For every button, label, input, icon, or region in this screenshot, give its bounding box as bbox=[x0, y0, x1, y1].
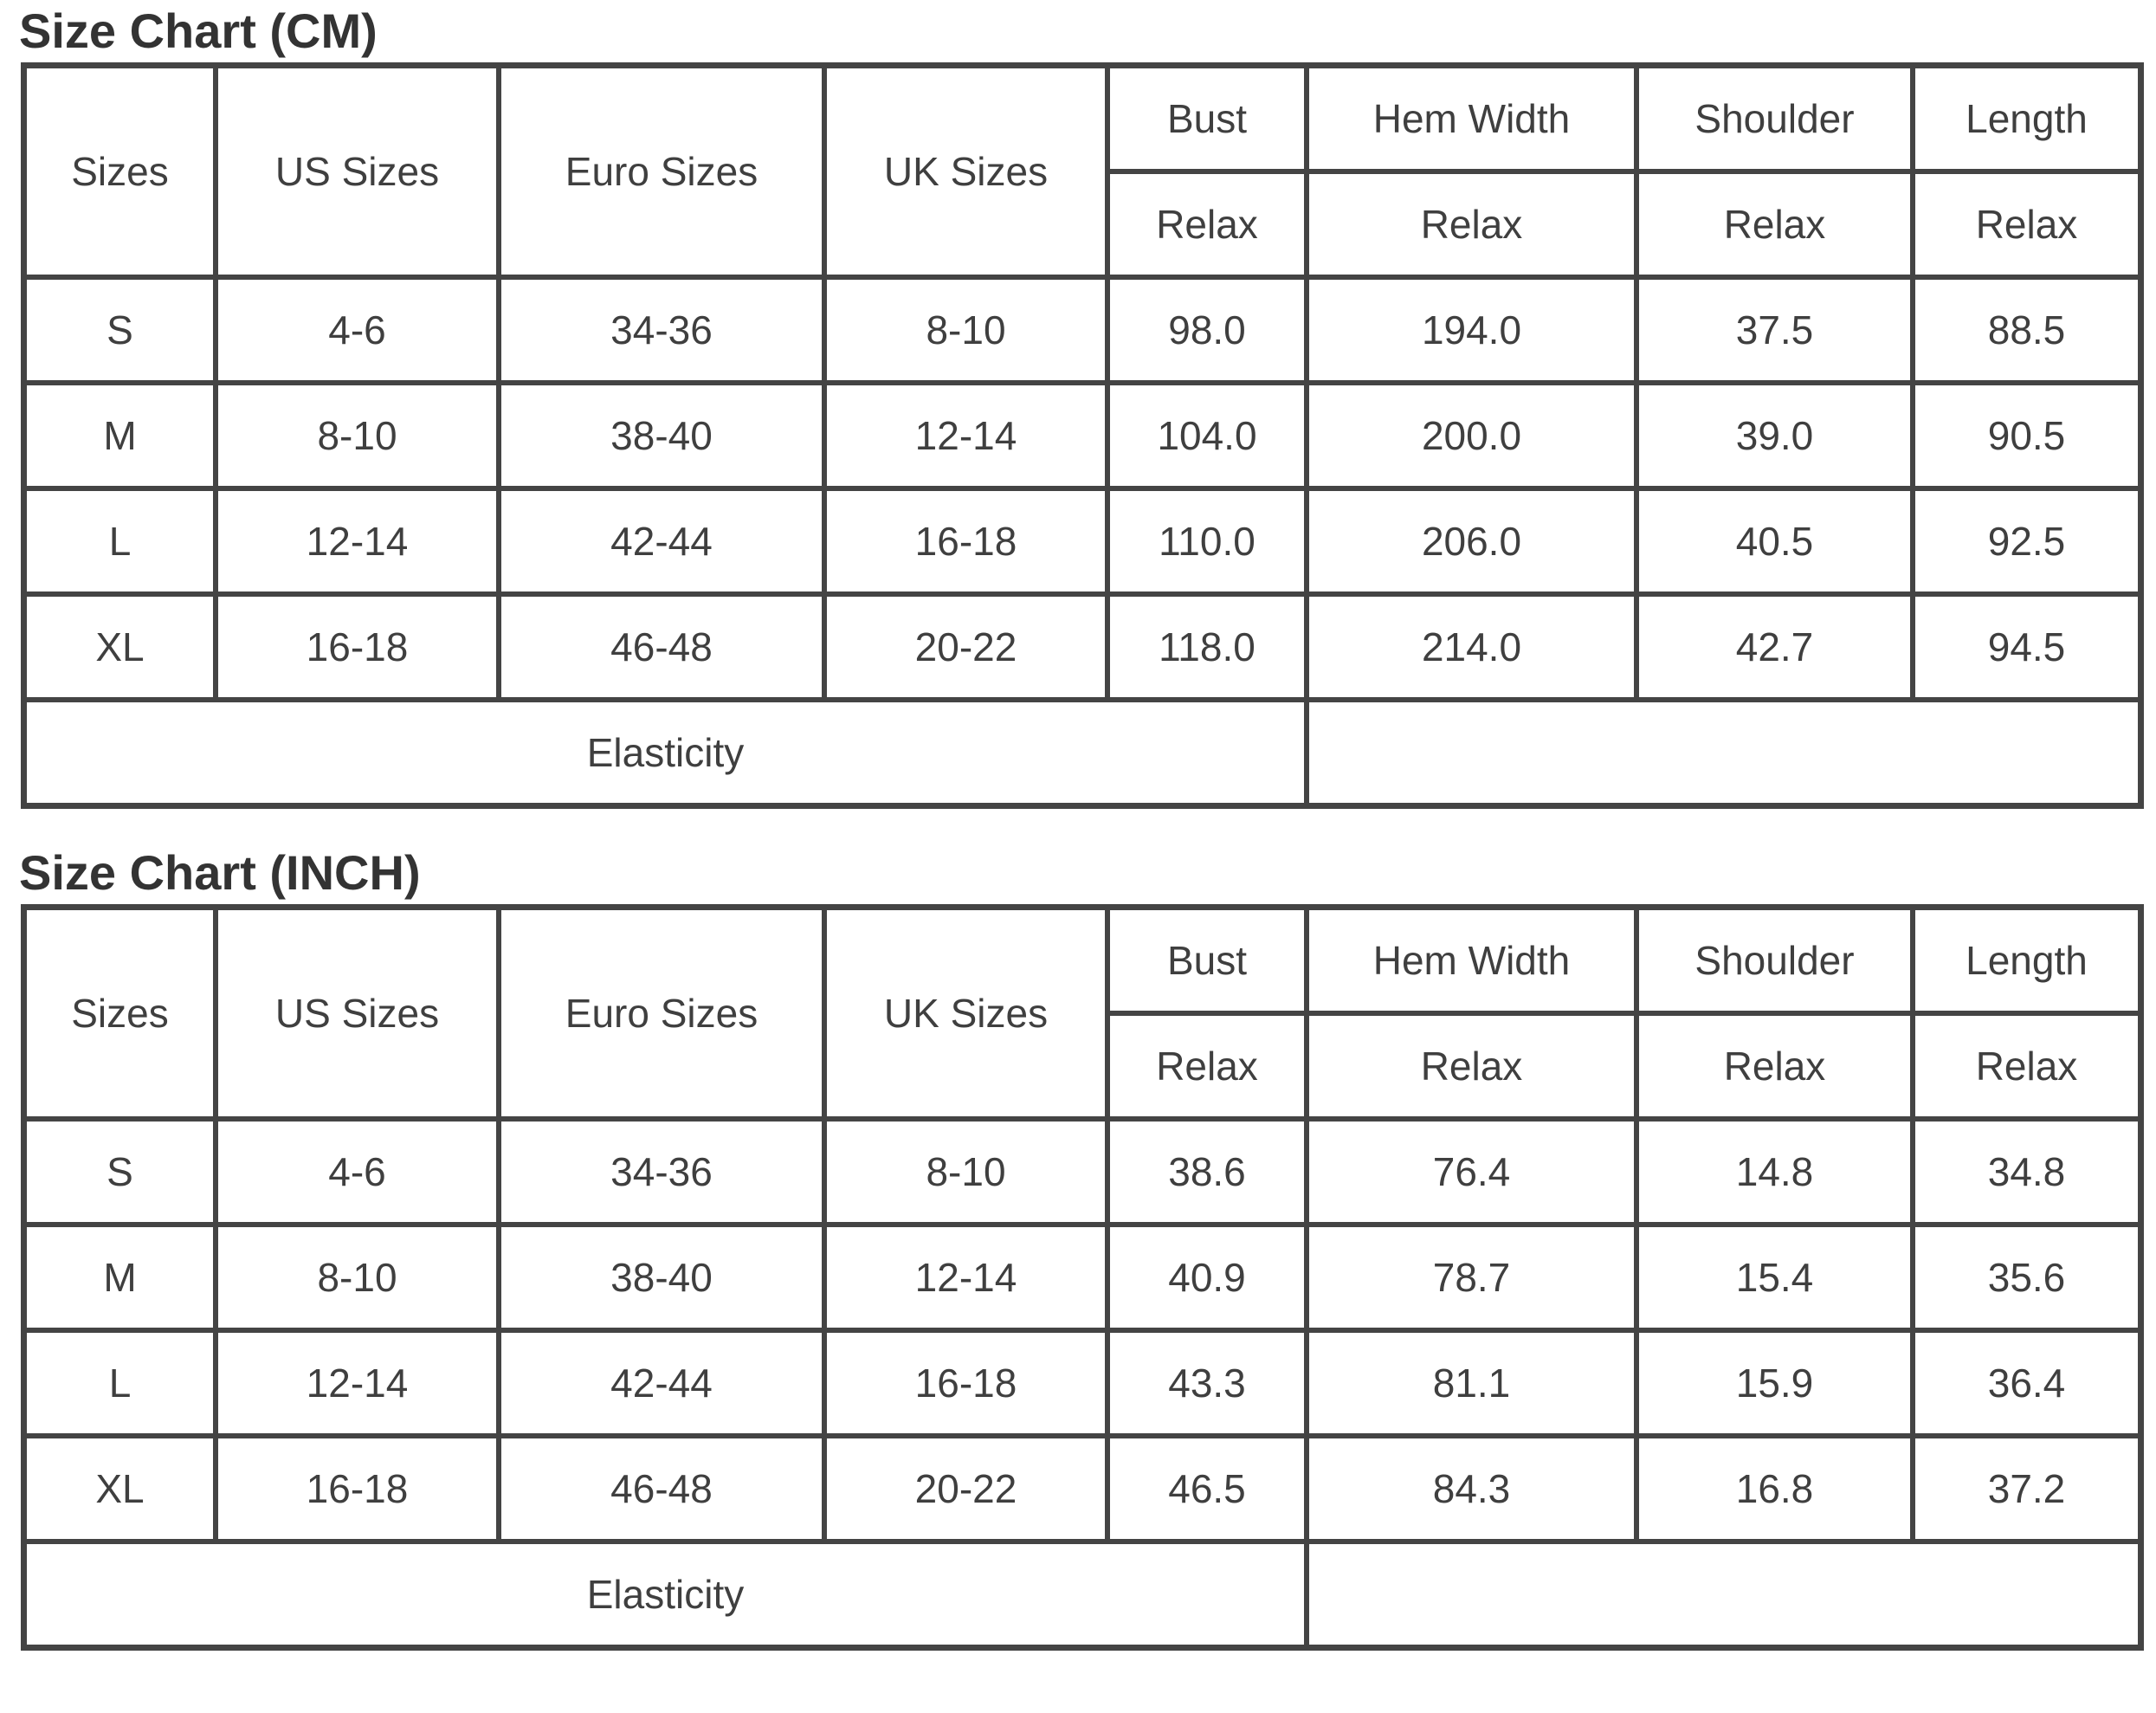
header-cell: Euro Sizes bbox=[499, 908, 824, 1119]
table-cell: 92.5 bbox=[1913, 488, 2140, 594]
size-chart-cm-title: Size Chart (CM) bbox=[19, 3, 378, 58]
header-row bbox=[24, 66, 2140, 171]
table-cell: 194.0 bbox=[1307, 277, 1636, 383]
table-row bbox=[24, 1436, 2140, 1542]
table-cell: 37.2 bbox=[1913, 1436, 2140, 1542]
header-cell: US Sizes bbox=[216, 908, 499, 1119]
table-cell: 40.5 bbox=[1636, 488, 1913, 594]
size-chart-inch-title: Size Chart (INCH) bbox=[19, 845, 421, 900]
table-cell: 40.9 bbox=[1107, 1225, 1307, 1330]
table-cell: 81.1 bbox=[1307, 1330, 1636, 1436]
header-cell: Length bbox=[1913, 908, 2140, 1013]
table-row bbox=[24, 594, 2140, 700]
table-cell: M bbox=[24, 1225, 216, 1330]
header-cell: US Sizes bbox=[216, 66, 499, 277]
table-cell: 76.4 bbox=[1307, 1119, 1636, 1225]
header-cell: Sizes bbox=[24, 66, 216, 277]
subheader-cell: Relax bbox=[1636, 171, 1913, 277]
table-cell: 214.0 bbox=[1307, 594, 1636, 700]
subheader-cell: Relax bbox=[1307, 1013, 1636, 1119]
table-cell: 35.6 bbox=[1913, 1225, 2140, 1330]
header-cell: UK Sizes bbox=[824, 908, 1107, 1119]
table-cell: 38-40 bbox=[499, 383, 824, 488]
table-cell: XL bbox=[24, 594, 216, 700]
table-cell: 8-10 bbox=[216, 1225, 499, 1330]
header-cell: Bust bbox=[1107, 908, 1307, 1013]
table-cell: 206.0 bbox=[1307, 488, 1636, 594]
table-cell: 84.3 bbox=[1307, 1436, 1636, 1542]
table-cell: 78.7 bbox=[1307, 1225, 1636, 1330]
table-cell: 16-18 bbox=[216, 594, 499, 700]
table-cell: 15.4 bbox=[1636, 1225, 1913, 1330]
table-cell: 20-22 bbox=[824, 594, 1107, 700]
table-row bbox=[24, 383, 2140, 488]
header-cell: Hem Width bbox=[1307, 908, 1636, 1013]
table-row bbox=[24, 1119, 2140, 1225]
table-row bbox=[24, 488, 2140, 594]
table-cell: 37.5 bbox=[1636, 277, 1913, 383]
elasticity-label: Elasticity bbox=[24, 700, 1307, 805]
size-chart-inch-table bbox=[21, 904, 2144, 1651]
table-cell: 46.5 bbox=[1107, 1436, 1307, 1542]
table-cell: 104.0 bbox=[1107, 383, 1307, 488]
subheader-cell: Relax bbox=[1636, 1013, 1913, 1119]
table-cell: 43.3 bbox=[1107, 1330, 1307, 1436]
table-row bbox=[24, 277, 2140, 383]
table-cell: 15.9 bbox=[1636, 1330, 1913, 1436]
table-cell: L bbox=[24, 488, 216, 594]
table-cell: 12-14 bbox=[824, 1225, 1107, 1330]
table-cell: 39.0 bbox=[1636, 383, 1913, 488]
table-cell: 8-10 bbox=[824, 277, 1107, 383]
table-cell: 12-14 bbox=[824, 383, 1107, 488]
table-cell: 16-18 bbox=[824, 488, 1107, 594]
table-cell: 42-44 bbox=[499, 488, 824, 594]
table-cell: 38.6 bbox=[1107, 1119, 1307, 1225]
table-cell: 94.5 bbox=[1913, 594, 2140, 700]
table-cell: 46-48 bbox=[499, 1436, 824, 1542]
subheader-cell: Relax bbox=[1913, 171, 2140, 277]
header-cell: Sizes bbox=[24, 908, 216, 1119]
table-cell: XL bbox=[24, 1436, 216, 1542]
table-cell: 8-10 bbox=[216, 383, 499, 488]
table-cell: 4-6 bbox=[216, 277, 499, 383]
table-cell: 110.0 bbox=[1107, 488, 1307, 594]
table-cell: 8-10 bbox=[824, 1119, 1107, 1225]
table-cell: 36.4 bbox=[1913, 1330, 2140, 1436]
elasticity-value bbox=[1307, 700, 2140, 805]
table-cell: 90.5 bbox=[1913, 383, 2140, 488]
table-cell: 16.8 bbox=[1636, 1436, 1913, 1542]
table-cell: 46-48 bbox=[499, 594, 824, 700]
table-row bbox=[24, 1225, 2140, 1330]
header-cell: Euro Sizes bbox=[499, 66, 824, 277]
header-cell: Shoulder bbox=[1636, 66, 1913, 171]
table-cell: 42-44 bbox=[499, 1330, 824, 1436]
header-cell: Shoulder bbox=[1636, 908, 1913, 1013]
header-cell: Bust bbox=[1107, 66, 1307, 171]
table-cell: S bbox=[24, 1119, 216, 1225]
table-cell: 12-14 bbox=[216, 488, 499, 594]
subheader-cell: Relax bbox=[1107, 171, 1307, 277]
table-cell: 34.8 bbox=[1913, 1119, 2140, 1225]
table-row bbox=[24, 1330, 2140, 1436]
footer-row bbox=[24, 1542, 2140, 1647]
table-cell: 4-6 bbox=[216, 1119, 499, 1225]
table-cell: 42.7 bbox=[1636, 594, 1913, 700]
footer-row bbox=[24, 700, 2140, 805]
subheader-cell: Relax bbox=[1107, 1013, 1307, 1119]
table-cell: 16-18 bbox=[216, 1436, 499, 1542]
elasticity-value bbox=[1307, 1542, 2140, 1647]
table-cell: 200.0 bbox=[1307, 383, 1636, 488]
table-cell: 118.0 bbox=[1107, 594, 1307, 700]
subheader-cell: Relax bbox=[1913, 1013, 2140, 1119]
header-cell: UK Sizes bbox=[824, 66, 1107, 277]
table-cell: 98.0 bbox=[1107, 277, 1307, 383]
table-cell: S bbox=[24, 277, 216, 383]
table-cell: 20-22 bbox=[824, 1436, 1107, 1542]
table-cell: M bbox=[24, 383, 216, 488]
table-cell: 34-36 bbox=[499, 1119, 824, 1225]
size-chart-cm-table bbox=[21, 62, 2144, 809]
table-cell: 38-40 bbox=[499, 1225, 824, 1330]
table-cell: 16-18 bbox=[824, 1330, 1107, 1436]
subheader-cell: Relax bbox=[1307, 171, 1636, 277]
header-cell: Hem Width bbox=[1307, 66, 1636, 171]
table-cell: 14.8 bbox=[1636, 1119, 1913, 1225]
header-row bbox=[24, 908, 2140, 1013]
header-cell: Length bbox=[1913, 66, 2140, 171]
elasticity-label: Elasticity bbox=[24, 1542, 1307, 1647]
table-cell: 34-36 bbox=[499, 277, 824, 383]
table-cell: 12-14 bbox=[216, 1330, 499, 1436]
table-cell: 88.5 bbox=[1913, 277, 2140, 383]
table-cell: L bbox=[24, 1330, 216, 1436]
